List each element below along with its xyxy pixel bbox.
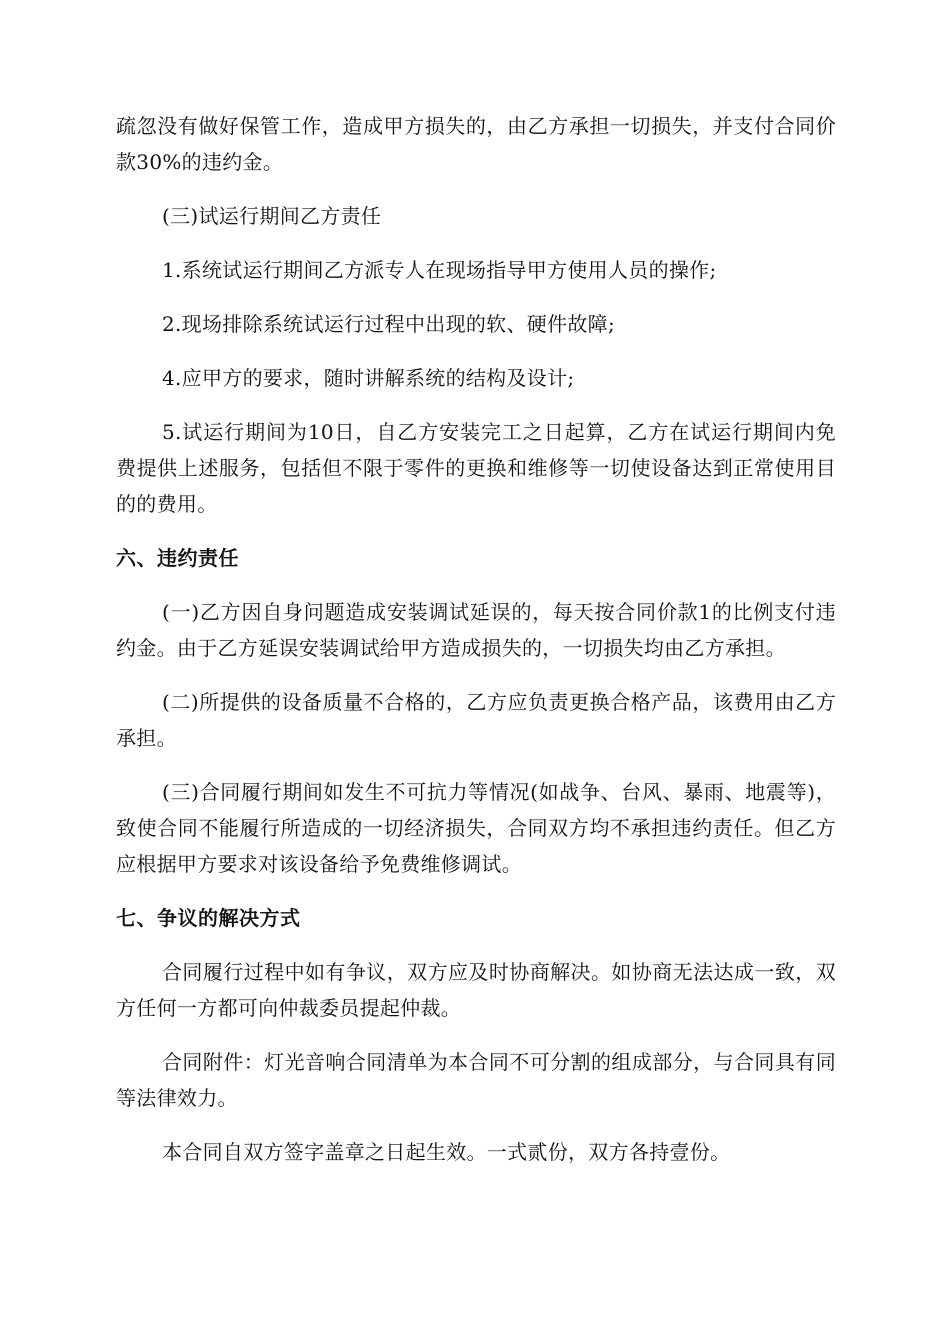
document-page <box>116 108 836 1170</box>
paragraph-breach-2: (二)所提供的设备质量不合格的，乙方应负责更换合格产品，该费用由乙方承担。 <box>116 690 836 750</box>
paragraph-dispute: 合同履行过程中如有争议，双方应及时协商解决。如协商无法达成一致，双方任何一方都可向仲裁委员提起仲裁。 <box>116 960 836 1020</box>
list-item-2: 2.现场排除系统试运行过程中出现的软、硬件故障; <box>162 312 616 336</box>
paragraph-effective: 本合同自双方签字盖章之日起生效。一式贰份，双方各持壹份。 <box>162 1140 731 1164</box>
paragraph-breach-1: (一)乙方因自身问题造成安装调试延误的，每天按合同价款1的比例支付违约金。由于乙方延误安装调试给甲方造成损失的，一切损失均由乙方承担。 <box>116 600 836 660</box>
list-item-1: 1.系统试运行期间乙方派专人在现场指导甲方使用人员的操作; <box>162 258 717 282</box>
paragraph-breach-3: (三)合同履行期间如发生不可抗力等情况(如战争、台风、暴雨、地震等)，致使合同不能履行所造成的一切经济损失，合同双方均不承担违约责任。但乙方应根据甲方要求对该设备给予免费维修调试。 <box>116 780 836 876</box>
list-item-5: 5.试运行期间为10日，自乙方安装完工之日起算，乙方在试运行期间内免费提供上述服务，包括但不限于零件的更换和维修等一切使设备达到正常使用目的的费用。 <box>116 420 836 516</box>
subheading-trial-run-duties: (三)试运行期间乙方责任 <box>162 204 382 228</box>
section-heading-breach: 六、违约责任 <box>116 546 239 570</box>
paragraph-custody-penalty: 疏忽没有做好保管工作，造成甲方损失的，由乙方承担一切损失，并支付合同价款30%的违约金。 <box>116 114 836 174</box>
paragraph-attachment: 合同附件：灯光音响合同清单为本合同不可分割的组成部分，与合同具有同等法律效力。 <box>116 1050 836 1110</box>
section-heading-dispute: 七、争议的解决方式 <box>116 906 301 930</box>
list-item-4: 4.应甲方的要求，随时讲解系统的结构及设计; <box>162 366 575 390</box>
